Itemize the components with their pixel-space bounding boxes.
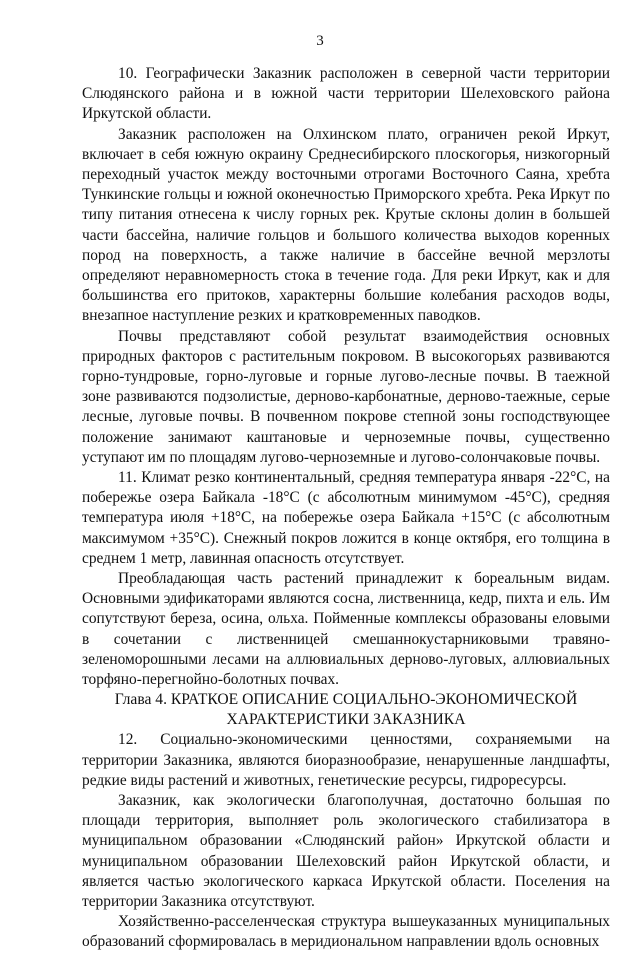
paragraph-geography: 10. Географически Заказник расположен в северной части территории Слюдянского района и в южной части территории Шелеховского района Иркутской области. bbox=[82, 65, 610, 123]
document-body bbox=[82, 64, 610, 953]
paragraph-settlement-structure: Хозяйственно-расселенческая структура вышеуказанных муниципальных образований сформировалась в меридиональном направлении вдоль основных bbox=[82, 913, 610, 951]
chapter-title: Глава 4. КРАТКОЕ ОПИСАНИЕ СОЦИАЛЬНО-ЭКОНОМИЧЕСКОЙ ХАРАКТЕРИСТИКИ ЗАКАЗНИКА bbox=[114, 691, 578, 729]
page-number: 3 bbox=[316, 33, 324, 49]
paragraph-soils: Почвы представляют собой результат взаимодействия основных природных факторов с растительным покровом. В высокогорьях развиваются горно-тундровые, горно-луговые и горные лугово-лесные почвы. В таежной зоне развиваются подзолистые, дерново-карбонатные, дерново-таежные, серые лесные, луговые почвы. В почвенном покрове степной зоны господствующее положение занимают каштановые и черноземные почвы, существенно уступают им по площадям лугово-черноземные и лугово-солончаковые почвы. bbox=[82, 327, 610, 466]
paragraph-ecological-role: Заказник, как экологически благополучная, достаточно большая по площади территория, выполняет роль экологического стабилизатора в муниципальном образовании «Слюдянский район» Иркутской области и муниципальном образовании Шелеховский район Иркутской области, и является частью экологического каркаса Иркутской области. Поселения на территории Заказника отсутствуют. bbox=[82, 791, 610, 910]
paragraph-climate: 11. Климат резко континентальный, средняя температура января -22°С, на побережье озера Байкала -18°С (с абсолютным минимумом -45°С), средняя температура июля +18°С, на побережье озера Байкала +15°С (с абсолютным максимумом +35°С). Снежный покров ложится в конце октября, его толщина в среднем 1 метр, лавинная опасность отсутствует. bbox=[82, 469, 610, 567]
paragraph-social-values: 12. Социально-экономическими ценностями, сохраняемыми на территории Заказника, являются биоразнообразие, ненарушенные ландшафты, редкие виды растений и животных, генетические ресурсы, гидроресурсы. bbox=[82, 731, 610, 789]
paragraph-location: Заказник расположен на Олхинском плато, ограничен рекой Иркут, включает в себя южную окраину Среднесибирского плоскогорья, низкогорный переходный участок между восточными отрогами Восточного Саяна, хребта Тункинские гольцы и южной оконечностью Приморского хребта. Река Иркут по типу питания отнесена к числу горных рек. Крутые склоны долин в большей части бассейна, наличие гольцов и большого количества выходов коренных пород на поверхность, а также наличие в бассейне вечной мерзлоты определяют неравномерность стока в течение года. Для реки Иркут, как и для большинства его притоков, характерны большие колебания расходов воды, внезапное наступление резких и кратковременных паводков. bbox=[82, 125, 610, 325]
paragraph-vegetation: Преобладающая часть растений принадлежит к бореальным видам. Основными эдификаторами являются сосна, лиственница, кедр, пихта и ель. Им сопутствуют береза, осина, ольха. Пойменные комплексы образованы еловыми в сочетании с лиственницей смешаннокустарниковыми травяно-зеленоморошными лесами на аллювиальных дерново-луговых, аллювиальных торфяно-перегнойно-болотных почвах. bbox=[82, 570, 610, 689]
